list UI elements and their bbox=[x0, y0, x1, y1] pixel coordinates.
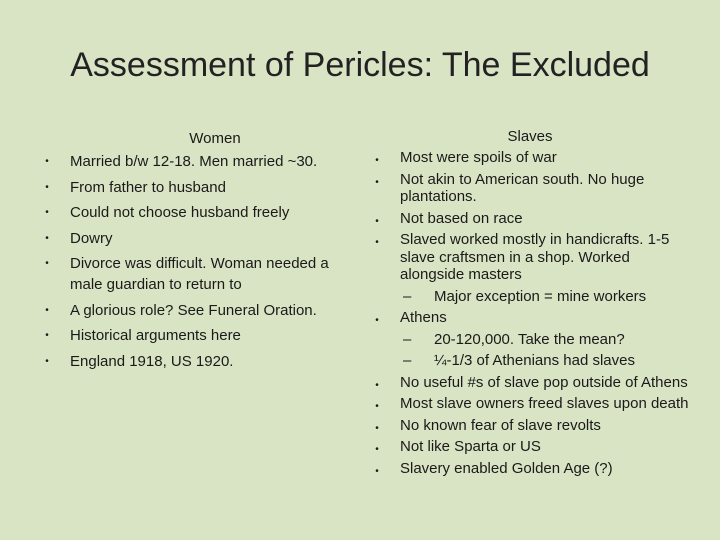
bullet-icon: • bbox=[375, 215, 379, 227]
list-item: • Married b/w 12-18. Men married ~30. bbox=[40, 151, 360, 172]
bullet-icon: • bbox=[45, 258, 49, 269]
list-item: • Most slave owners freed slaves upon death bbox=[370, 395, 690, 413]
bullet-icon: • bbox=[375, 155, 379, 166]
bullet-icon: • bbox=[45, 304, 49, 316]
women-heading: Women bbox=[189, 130, 241, 147]
slide-title: Assessment of Pericles: The Excluded bbox=[70, 46, 650, 84]
bullet-icon: • bbox=[375, 422, 379, 434]
list-item: • Not akin to American south. No huge plantations. bbox=[370, 171, 690, 206]
dash-icon: – bbox=[403, 352, 412, 369]
sub-item: – Major exception = mine workers bbox=[403, 287, 647, 305]
list-item: • Slavery enabled Golden Age (?) bbox=[370, 460, 690, 478]
list-item: • Slaved worked mostly in handicrafts. 1-5 slave craftsmen in a shop. Worked alongside masters bbox=[370, 231, 690, 284]
bullet-icon: • bbox=[45, 207, 49, 218]
list-item: • Dowry bbox=[40, 228, 360, 249]
sub-item: – ¼-1/3 of Athenians had slaves bbox=[403, 352, 635, 369]
bullet-icon: • bbox=[375, 401, 379, 412]
women-list bbox=[40, 151, 360, 372]
bullet-icon: • bbox=[375, 465, 379, 477]
slaves-column bbox=[370, 128, 690, 481]
bullet-icon: • bbox=[45, 181, 49, 193]
dash-icon: – bbox=[403, 287, 412, 305]
list-item: • Most were spoils of war bbox=[370, 149, 690, 167]
bullet-icon: • bbox=[375, 444, 379, 455]
list-item: • No useful #s of slave pop outside of Athens bbox=[370, 374, 690, 392]
bullet-icon: • bbox=[45, 330, 49, 341]
slaves-heading: Slaves bbox=[507, 128, 553, 145]
list-item: • England 1918, US 1920. bbox=[40, 351, 360, 372]
bullet-icon: • bbox=[45, 156, 49, 167]
list-item: • From father to husband bbox=[40, 177, 360, 198]
list-item: • Divorce was difficult. Woman needed a male guardian to return to bbox=[40, 253, 360, 295]
bullet-icon: • bbox=[45, 232, 49, 244]
bullet-icon: • bbox=[375, 379, 379, 391]
slaves-list bbox=[370, 149, 690, 284]
women-column bbox=[40, 130, 360, 376]
sub-item: – 20-120,000. Take the mean? bbox=[403, 330, 625, 348]
dash-icon: – bbox=[403, 330, 412, 348]
list-item: • Could not choose husband freely bbox=[40, 202, 360, 223]
bullet-icon: • bbox=[45, 355, 49, 367]
list-item: • No known fear of slave revolts bbox=[370, 417, 690, 435]
bullet-icon: • bbox=[375, 315, 379, 326]
bullet-icon: • bbox=[375, 237, 379, 248]
list-item: • A glorious role? See Funeral Oration. bbox=[40, 300, 360, 321]
bullet-icon: • bbox=[375, 176, 379, 188]
list-item: • Not like Sparta or US bbox=[370, 438, 690, 456]
list-item: • Not based on race bbox=[370, 210, 690, 228]
list-item: • Athens bbox=[370, 309, 690, 327]
list-item: • Historical arguments here bbox=[40, 325, 360, 346]
